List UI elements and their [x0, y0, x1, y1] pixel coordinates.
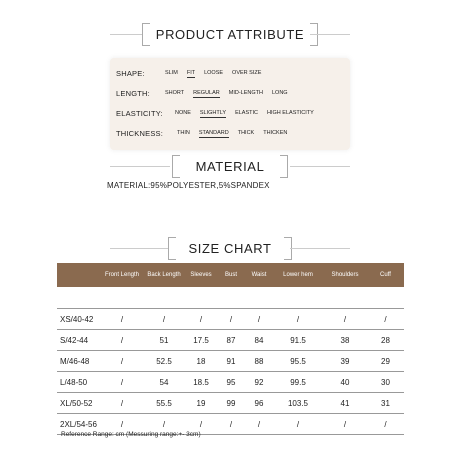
table-cell: 84 — [254, 335, 264, 345]
table-cell: / — [296, 419, 300, 429]
attribute-option: LONG — [271, 90, 288, 96]
attribute-name: THICKNESS: — [116, 128, 164, 138]
attribute-option: THICKEN — [263, 130, 288, 136]
table-cell: / — [120, 335, 124, 345]
table-cell: 96 — [254, 398, 264, 408]
material-title-text: MATERIAL — [195, 158, 265, 174]
table-cell: / — [162, 419, 166, 429]
attribute-option: STANDARD — [198, 130, 229, 136]
table-cell: / — [120, 377, 124, 387]
table-cell: 99 — [226, 398, 236, 408]
attribute-option: NONE — [175, 110, 191, 116]
size-label: M/46-48 — [60, 356, 90, 366]
table-cell: / — [384, 314, 387, 324]
attribute-option: SLIM — [165, 70, 178, 76]
table-cell: 31 — [381, 398, 390, 408]
table-cell: / — [120, 314, 124, 324]
table-cell: / — [199, 419, 203, 429]
size-chart-column-header: Shoulders — [331, 272, 359, 278]
table-row — [57, 372, 404, 393]
product-attribute-title — [142, 23, 318, 46]
table-cell: 87 — [226, 335, 236, 345]
attribute-option: OVER SIZE — [232, 70, 262, 76]
size-chart-column-header: Front Length — [104, 272, 140, 278]
attribute-option: SLIGHTLY — [199, 110, 227, 116]
size-chart-column-header: Cuff — [380, 272, 391, 278]
table-cell: 30 — [381, 377, 390, 387]
size-chart-title — [168, 237, 291, 260]
material-heading — [0, 150, 460, 182]
table-cell: 91 — [226, 356, 236, 366]
attribute-option: MID-LENGTH — [228, 90, 263, 96]
size-chart-title-text: SIZE CHART — [188, 240, 272, 256]
table-cell: 95.5 — [290, 356, 306, 366]
attribute-row — [116, 66, 261, 80]
product-attribute-heading — [0, 18, 460, 50]
table-cell: 52.5 — [156, 356, 172, 366]
size-label: 2XL/54-56 — [60, 419, 97, 429]
material-title — [172, 155, 289, 178]
attribute-row — [116, 106, 314, 120]
attribute-name: LENGTH: — [116, 88, 150, 98]
table-cell: / — [120, 398, 124, 408]
size-label: S/42-44 — [60, 335, 89, 345]
table-cell: 18 — [196, 356, 206, 366]
size-chart-header — [57, 263, 404, 287]
attribute-option: THIN — [177, 130, 190, 136]
table-cell: 38 — [340, 335, 350, 345]
table-cell: / — [229, 419, 233, 429]
size-chart-column-header: Lower hem — [283, 272, 313, 278]
table-cell: / — [384, 419, 387, 429]
table-cell: 18.5 — [193, 377, 209, 387]
table-cell: / — [257, 314, 261, 324]
size-label: L/48-50 — [60, 377, 88, 387]
table-cell: 91.5 — [290, 335, 306, 345]
table-cell: 92 — [254, 377, 264, 387]
table-row — [57, 309, 404, 330]
attribute-panel — [110, 58, 350, 150]
table-cell: 28 — [381, 335, 390, 345]
reference-footnote: Reference Range: cm (Messuring range:+- 3cm) — [61, 431, 201, 438]
table-row — [57, 330, 404, 351]
table-cell: / — [343, 314, 347, 324]
table-cell: 51 — [159, 335, 169, 345]
size-chart-column-header: Waist — [251, 272, 267, 278]
table-cell: / — [199, 314, 203, 324]
table-cell: 41 — [340, 398, 350, 408]
table-cell: 39 — [340, 356, 350, 366]
attribute-row — [116, 126, 287, 140]
attribute-row — [116, 86, 288, 100]
table-cell: 29 — [381, 356, 390, 366]
attribute-option: HIGH ELASTICITY — [267, 110, 314, 116]
table-row — [57, 351, 404, 372]
attribute-option: FIT — [186, 70, 196, 76]
table-row — [57, 393, 404, 414]
attribute-name: ELASTICITY: — [116, 108, 163, 118]
attribute-option: ELASTIC — [235, 110, 259, 116]
table-cell: / — [120, 419, 124, 429]
product-attribute-title-text: PRODUCT ATTRIBUTE — [155, 26, 305, 42]
table-cell: / — [257, 419, 261, 429]
attribute-option: LOOSE — [204, 70, 224, 76]
table-cell: / — [343, 419, 347, 429]
table-cell: 40 — [340, 377, 350, 387]
size-chart-heading — [0, 232, 460, 264]
table-cell: 103.5 — [287, 398, 309, 408]
table-cell: 95 — [226, 377, 236, 387]
attribute-option: REGULAR — [193, 90, 220, 96]
attribute-name: SHAPE: — [116, 68, 145, 78]
table-row — [57, 288, 404, 309]
size-chart-column-header: Back Length — [147, 272, 181, 278]
table-cell: 55.5 — [156, 398, 172, 408]
size-chart-column-header: Sleeves — [190, 272, 212, 278]
table-cell: / — [296, 314, 300, 324]
table-cell: / — [162, 314, 166, 324]
table-cell: / — [229, 314, 233, 324]
table-cell: 99.5 — [290, 377, 306, 387]
attribute-option: THICK — [237, 130, 255, 136]
table-cell: / — [120, 356, 124, 366]
table-cell: 17.5 — [193, 335, 209, 345]
size-chart-table — [57, 288, 404, 435]
table-cell: 54 — [159, 377, 169, 387]
attribute-option: SHORT — [165, 90, 185, 96]
table-cell: 88 — [254, 356, 264, 366]
size-label: XS/40-42 — [60, 314, 94, 324]
size-chart-column-header: Bust — [224, 272, 237, 278]
table-cell: 19 — [196, 398, 206, 408]
size-label: XL/50-52 — [60, 398, 93, 408]
material-composition: MATERIAL:95%POLYESTER,5%SPANDEX — [107, 181, 270, 190]
